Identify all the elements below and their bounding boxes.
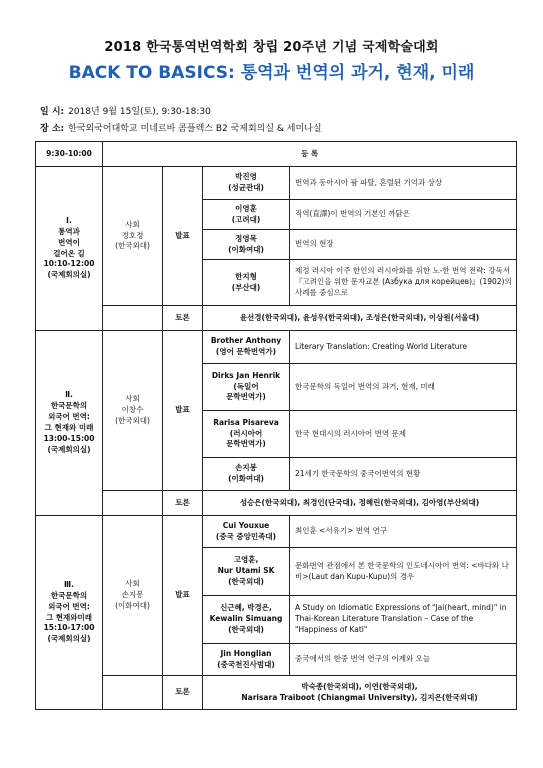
session-3-chair: 사회 손지봉 (이화여대) <box>103 516 163 676</box>
present-label: 발표 <box>163 516 203 676</box>
registration-label: 등 록 <box>103 142 517 167</box>
discussion-row <box>36 306 517 331</box>
talk-topic: 중국에서의 한중 번역 연구의 어제와 오늘 <box>290 644 517 676</box>
present-label: 발표 <box>163 331 203 491</box>
session-2-info: Ⅱ. 한국문학의 외국어 번역: 그 현재와 미래 13:00-15:00 (국제회의실) <box>36 331 103 516</box>
speaker: Jin Honglian (중국천진사범대) <box>203 644 290 676</box>
session-2-chair: 사회 이창수 (한국외대) <box>103 331 163 491</box>
discussion-row <box>36 676 517 710</box>
place-value: 한국외국어대학교 미네르바 콤플렉스 B2 국제회의실 & 세미나실 <box>68 124 322 134</box>
date-line <box>40 104 211 117</box>
present-label: 발표 <box>163 167 203 306</box>
table-row <box>36 331 517 364</box>
table-row <box>36 516 517 548</box>
talk-topic: 최인훈 <서유기> 번역 연구 <box>290 516 517 548</box>
registration-time: 9:30-10:00 <box>36 142 103 167</box>
date-value: 2018년 9월 15일(토), 9:30-18:30 <box>68 107 211 117</box>
discussion-row <box>36 491 517 516</box>
session-3-info: Ⅲ. 한국문학의 외국어 번역: 그 현재와미래 15:10-17:00 (국제회의실) <box>36 516 103 710</box>
session-1-chair-blank <box>103 306 163 331</box>
speaker: Dirks Jan Henrik (독일어 문학번역가) <box>203 364 290 411</box>
session-1-chair: 사회 정호정 (한국외대) <box>103 167 163 306</box>
session-2-chair-blank <box>103 491 163 516</box>
talk-topic: 문화번역 관점에서 본 한국문학의 인도네시아어 번역: <바다와 나비>(Laut dan Kupu-Kupu)의 경우 <box>290 548 517 596</box>
speaker: 박진영 (성균관대) <box>203 167 290 200</box>
speaker: 한지형 (부산대) <box>203 260 290 306</box>
table-row <box>36 167 517 200</box>
talk-topic: A Study on Idiomatic Expressions of "Jai(heart, mind)" in Thai-Korean Literature Translation – Case of the "Happiness of Kati" <box>290 596 517 644</box>
discussion-label: 토론 <box>163 306 203 331</box>
discussants: 윤선경(한국외대), 윤성우(한국외대), 조성은(한국외대), 이상원(서울대) <box>203 306 517 331</box>
talk-topic: 번역과 동아시아 팜 파탈, 혼렬된 기억과 상상 <box>290 167 517 200</box>
talk-topic: 한국문학의 독일어 번역의 과거, 현재, 미래 <box>290 364 517 411</box>
place-label: 장 소: <box>40 124 65 134</box>
speaker: 고영훈, Nur Utami SK (한국외대) <box>203 548 290 596</box>
program-table <box>35 141 517 710</box>
talk-topic: 번역의 현장 <box>290 230 517 260</box>
date-label: 일 시: <box>40 107 65 117</box>
session-1-info: Ⅰ. 통역과 번역이 걸어온 길 10:10-12:00 (국제회의실) <box>36 167 103 331</box>
discussion-label: 토론 <box>163 676 203 710</box>
conference-title: 2018 한국통역번역학회 창립 20주년 기념 국제학술대회 <box>104 40 439 55</box>
speaker: 손지봉 (이화여대) <box>203 458 290 491</box>
talk-topic: 제정 러시아 이주 한인의 러시아화를 위한 노-한 번역 전략: 강독서 『고려인을 위한 문자교본 (Азбука для корейцев)』(1902)의 사례를 중심으로 <box>290 260 517 306</box>
speaker: Brother Anthony (영어 문학번역가) <box>203 331 290 364</box>
talk-topic: 직역(直譯)이 번역의 기본인 까닭은 <box>290 200 517 230</box>
discussion-label: 토론 <box>163 491 203 516</box>
discussants: 성승은(한국외대), 최경인(단국대), 정혜린(한국외대), 김아영(부산외대) <box>203 491 517 516</box>
registration-row <box>36 142 517 167</box>
talk-topic: Literary Translation: Creating World Literature <box>290 331 517 364</box>
discussants: 박숙종(한국외대), 이연(한국외대), Narisara Traiboot (Chiangmai University), 김지은(한국외대) <box>203 676 517 710</box>
talk-topic: 21세기 한국문학의 중국어번역의 현황 <box>290 458 517 491</box>
talk-topic: 한국 현대시의 러시아어 번역 문제 <box>290 411 517 458</box>
speaker: 정영목 (이화여대) <box>203 230 290 260</box>
speaker: Cui Youxue (중국 중앙민족대) <box>203 516 290 548</box>
speaker: 신근혜, 박경은, Kewalin Simuang (한국외대) <box>203 596 290 644</box>
session-3-chair-blank <box>103 676 163 710</box>
speaker: 이영훈 (고려대) <box>203 200 290 230</box>
speaker: Rarisa Pisareva (러시아어 문학번역가) <box>203 411 290 458</box>
conference-subtitle: BACK TO BASICS: 통역과 번역의 과거, 현재, 미래 <box>68 63 475 83</box>
place-line <box>40 121 322 134</box>
